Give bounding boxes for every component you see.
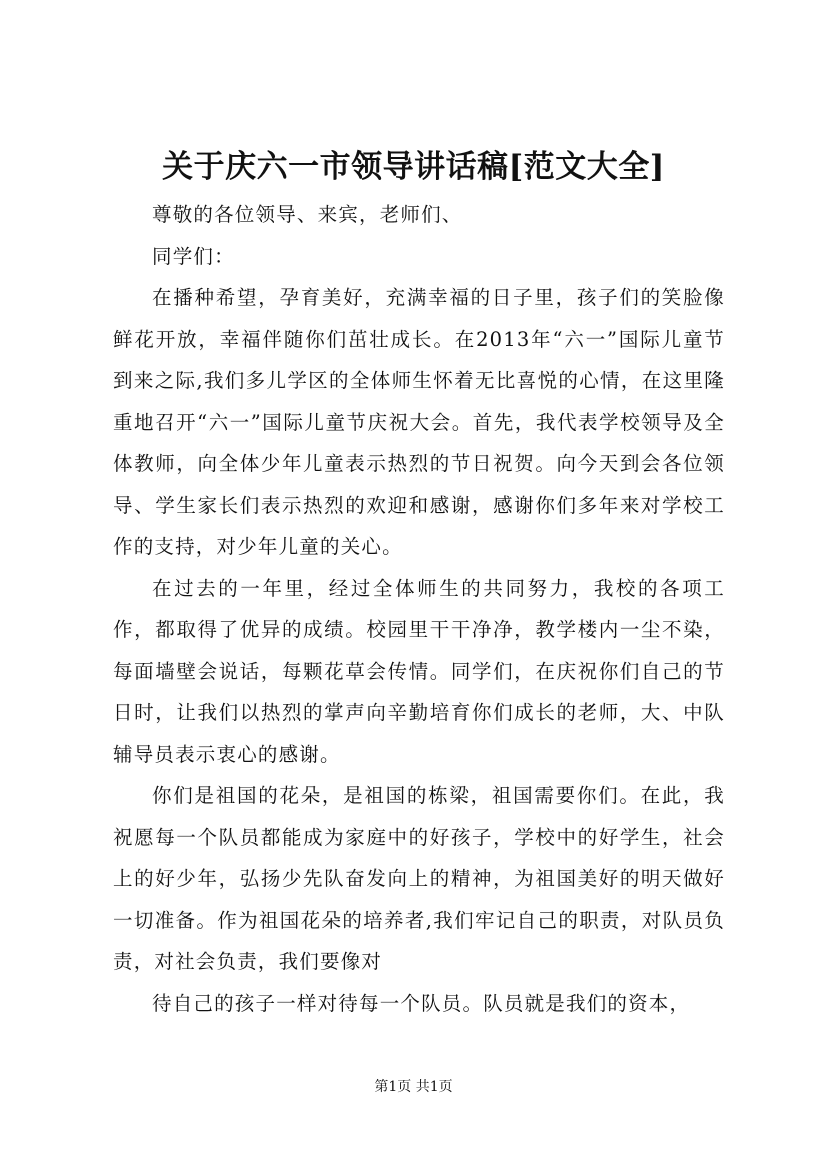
page-number-footer: 第1页 共1页: [374, 1079, 453, 1095]
body-paragraph: 待自己的孩子一样对待每一个队员。队员就是我们的资本，: [152, 991, 691, 1015]
body-paragraph: 在过去的一年里，经过全体师生的共同努力，我校的各项工作，都取得了优异的成绩。校园里干干净净，教学楼内一尘不染，每面墙壁会说话，每颗花草会传情。同学们，在庆祝你们自己的节日时，让我们以热烈的掌声向辛勤培育你们成长的老师，大、中队辅导员表示衷心的感谢。: [113, 576, 725, 766]
salutation-line-2: 同学们：: [152, 244, 235, 268]
salutation-line-1: 尊敬的各位领导、来宾，老师们、: [152, 203, 463, 226]
body-paragraph: 你们是祖国的花朵，是祖国的栋梁，祖国需要你们。在此，我祝愿每一个队员都能成为家庭中的好孩子，学校中的好学生，社会上的好少年，弘扬少先队奋发向上的精神，为祖国美好的明天做好一切准备。作为祖国花朵的培养者,我们牢记自己的职责，对队员负责，对社会负责，我们要像对: [113, 784, 725, 973]
document-body: [113, 194, 725, 1024]
document-title: 关于庆六一市领导讲话稿[范文大全]: [162, 149, 665, 185]
body-paragraph: 在播种希望，孕育美好，充满幸福的日子里，孩子们的笑脸像鲜花开放，幸福伴随你们茁壮成长。在2013年“六一”国际儿童节到来之际,我们多儿学区的全体师生怀着无比喜悦的心情，在这里隆重地召开“六一”国际儿童节庆祝大会。首先，我代表学校领导及全体教师，向全体少年儿童表示热烈的节日祝贺。向今天到会各位领导、学生家长们表示热烈的欢迎和感谢，感谢你们多年来对学校工作的支持，对少年儿童的关心。: [113, 286, 725, 558]
